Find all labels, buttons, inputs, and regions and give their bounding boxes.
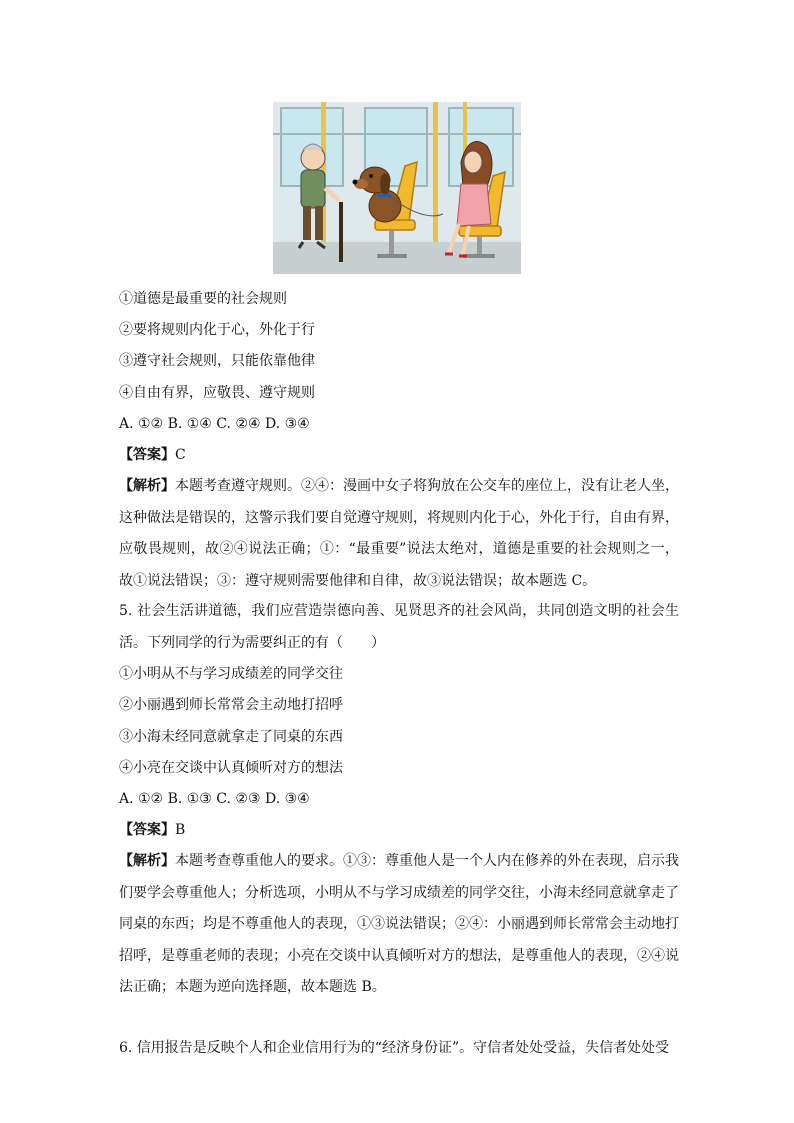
cartoon-illustration <box>273 102 521 274</box>
answer-label: 【答案】 <box>119 447 175 463</box>
q4-option-4: ④自由有界，应敬畏、遵守规则 <box>119 385 315 401</box>
q4-option-1: ①道德是最重要的社会规则 <box>119 291 287 307</box>
q6-stem: 6. 信用报告是反映个人和企业信用行为的“经济身份证”。守信者处处受益，失信者处处受 <box>119 1040 670 1056</box>
answer-label: 【答案】 <box>119 822 175 838</box>
analysis-label: 【解析】 <box>119 478 175 494</box>
analysis-label: 【解析】 <box>119 853 175 869</box>
answer-value: B <box>175 822 186 838</box>
q4-option-2: ②要将规则内化于心，外化于行 <box>119 322 315 338</box>
q5-stem: 5. 社会生活讲道德，我们应营造崇德向善、见贤思齐的社会风尚，共同创造文明的社会生活。下列同学的行为需要纠正的有（ ） <box>119 603 679 651</box>
analysis-text: 本题考查尊重他人的要求。①③：尊重他人是一个人内在修养的外在表现，启示我们要学会尊重他人；分析选项，小明从不与学习成绩差的同学交往，小海未经同意就拿走了同桌的东西；均是不尊重他人的表现，①③说法错误；②④：小丽遇到师长常常会主动地打招呼，是尊重老师的表现；小亮在交谈中认真倾听对方的想法，是尊重他人的表现，②④说法正确；本题为逆向选择题，故本题选 B。 <box>119 853 679 995</box>
q5-choices: A. ①② B. ①③ C. ②③ D. ③④ <box>119 791 310 807</box>
q4-analysis <box>119 471 679 597</box>
q5-option-2: ②小丽遇到师长常常会主动地打招呼 <box>119 697 343 713</box>
bus-scene-cartoon <box>273 102 521 274</box>
q4-choices: A. ①② B. ①④ C. ②④ D. ③④ <box>119 416 310 432</box>
answer-value: C <box>175 447 186 463</box>
q5-option-1: ①小明从不与学习成绩差的同学交往 <box>119 666 343 682</box>
q5-analysis <box>119 846 679 1004</box>
q5-answer <box>119 821 185 839</box>
q4-option-3: ③遵守社会规则，只能依靠他律 <box>119 353 315 369</box>
q4-answer <box>119 446 186 464</box>
analysis-text: 本题考查遵守规则。②④：漫画中女子将狗放在公交车的座位上，没有让老人坐，这种做法是错误的，这警示我们要自觉遵守规则，将规则内化于心，外化于行，自由有界，应敬畏规则，故②④说法正确；①：“最重要”说法太绝对，道德是重要的社会规则之一，故①说法错误；③：遵守规则需要他律和自律，故③说法错误；故本题选 C。 <box>119 478 679 589</box>
q5-option-4: ④小亮在交谈中认真倾听对方的想法 <box>119 760 343 776</box>
q5-option-3: ③小海未经同意就拿走了同桌的东西 <box>119 729 343 745</box>
